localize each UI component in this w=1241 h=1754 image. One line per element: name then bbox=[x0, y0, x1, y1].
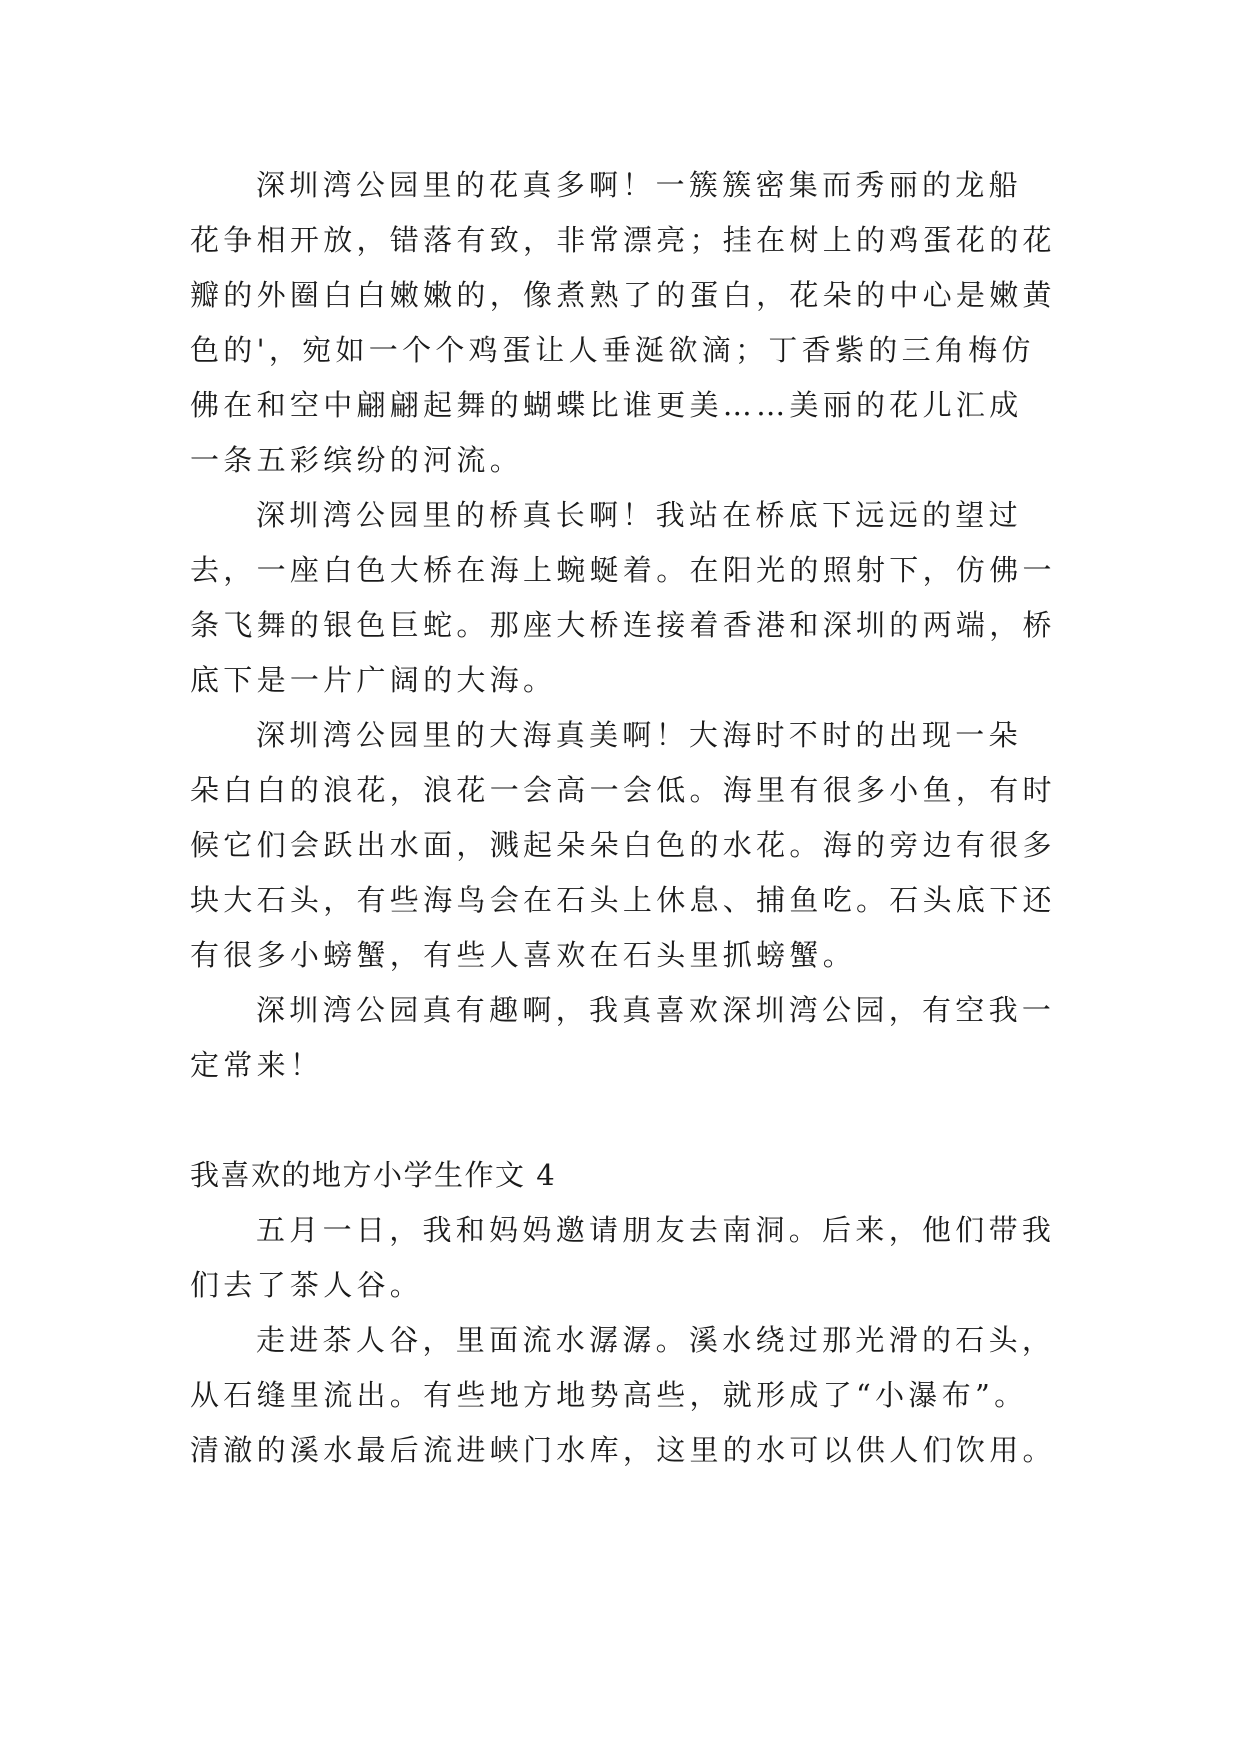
text-line: 瓣的外圈白白嫩嫩的，像煮熟了的蛋白，花朵的中心是嫩黄 bbox=[190, 278, 1056, 312]
text-line: 佛在和空中翩翩起舞的蝴蝶比谁更美……美丽的花儿汇成 bbox=[190, 388, 1023, 422]
text-line: 走进茶人谷，里面流水潺潺。溪水绕过那光滑的石头， bbox=[256, 1323, 1056, 1357]
text-line: 有很多小螃蟹，有些人喜欢在石头里抓螃蟹。 bbox=[190, 938, 857, 972]
text-line: 花争相开放，错落有致，非常漂亮；挂在树上的鸡蛋花的花 bbox=[190, 223, 1056, 257]
text-line: 深圳湾公园里的桥真长啊！我站在桥底下远远的望过 bbox=[256, 498, 1022, 532]
paragraph-sea bbox=[190, 708, 1070, 983]
essay-text bbox=[190, 158, 1070, 1478]
section-heading: 我喜欢的地方小学生作文 4 bbox=[190, 1158, 557, 1192]
paragraph-stream bbox=[190, 1313, 1070, 1478]
text-line: 块大石头，有些海鸟会在石头上休息、捕鱼吃。石头底下还 bbox=[190, 883, 1056, 917]
text-line: 从石缝里流出。有些地方地势高些，就形成了“小瀑布”。 bbox=[190, 1378, 1028, 1412]
text-line: 一条五彩缤纷的河流。 bbox=[190, 443, 524, 477]
text-line: 底下是一片广阔的大海。 bbox=[190, 663, 557, 697]
text-line: 深圳湾公园里的花真多啊！一簇簇密集而秀丽的龙船 bbox=[256, 168, 1022, 202]
text-line: 去，一座白色大桥在海上蜿蜒着。在阳光的照射下，仿佛一 bbox=[190, 553, 1056, 587]
text-line: 朵白白的浪花，浪花一会高一会低。海里有很多小鱼，有时 bbox=[190, 773, 1056, 807]
text-line: 色的'，宛如一个个鸡蛋让人垂涎欲滴；丁香紫的三角梅仿 bbox=[190, 333, 1035, 367]
text-line: 定常来！ bbox=[190, 1048, 324, 1082]
section-gap bbox=[190, 1093, 1070, 1148]
text-line: 们去了茶人谷。 bbox=[190, 1268, 424, 1302]
paragraph-conclusion bbox=[190, 983, 1070, 1093]
text-line: 五月一日，我和妈妈邀请朋友去南洞。后来，他们带我 bbox=[256, 1213, 1056, 1247]
paragraph-flowers bbox=[190, 158, 1070, 488]
text-line: 清澈的溪水最后流进峡门水库，这里的水可以供人们饮用。 bbox=[190, 1433, 1056, 1467]
text-line: 条飞舞的银色巨蛇。那座大桥连接着香港和深圳的两端，桥 bbox=[190, 608, 1056, 642]
text-line: 深圳湾公园真有趣啊，我真喜欢深圳湾公园，有空我一 bbox=[256, 993, 1056, 1027]
text-line: 候它们会跃出水面，溅起朵朵白色的水花。海的旁边有很多 bbox=[190, 828, 1056, 862]
paragraph-may-day bbox=[190, 1203, 1070, 1313]
text-line: 深圳湾公园里的大海真美啊！大海时不时的出现一朵 bbox=[256, 718, 1022, 752]
paragraph-bridge bbox=[190, 488, 1070, 708]
